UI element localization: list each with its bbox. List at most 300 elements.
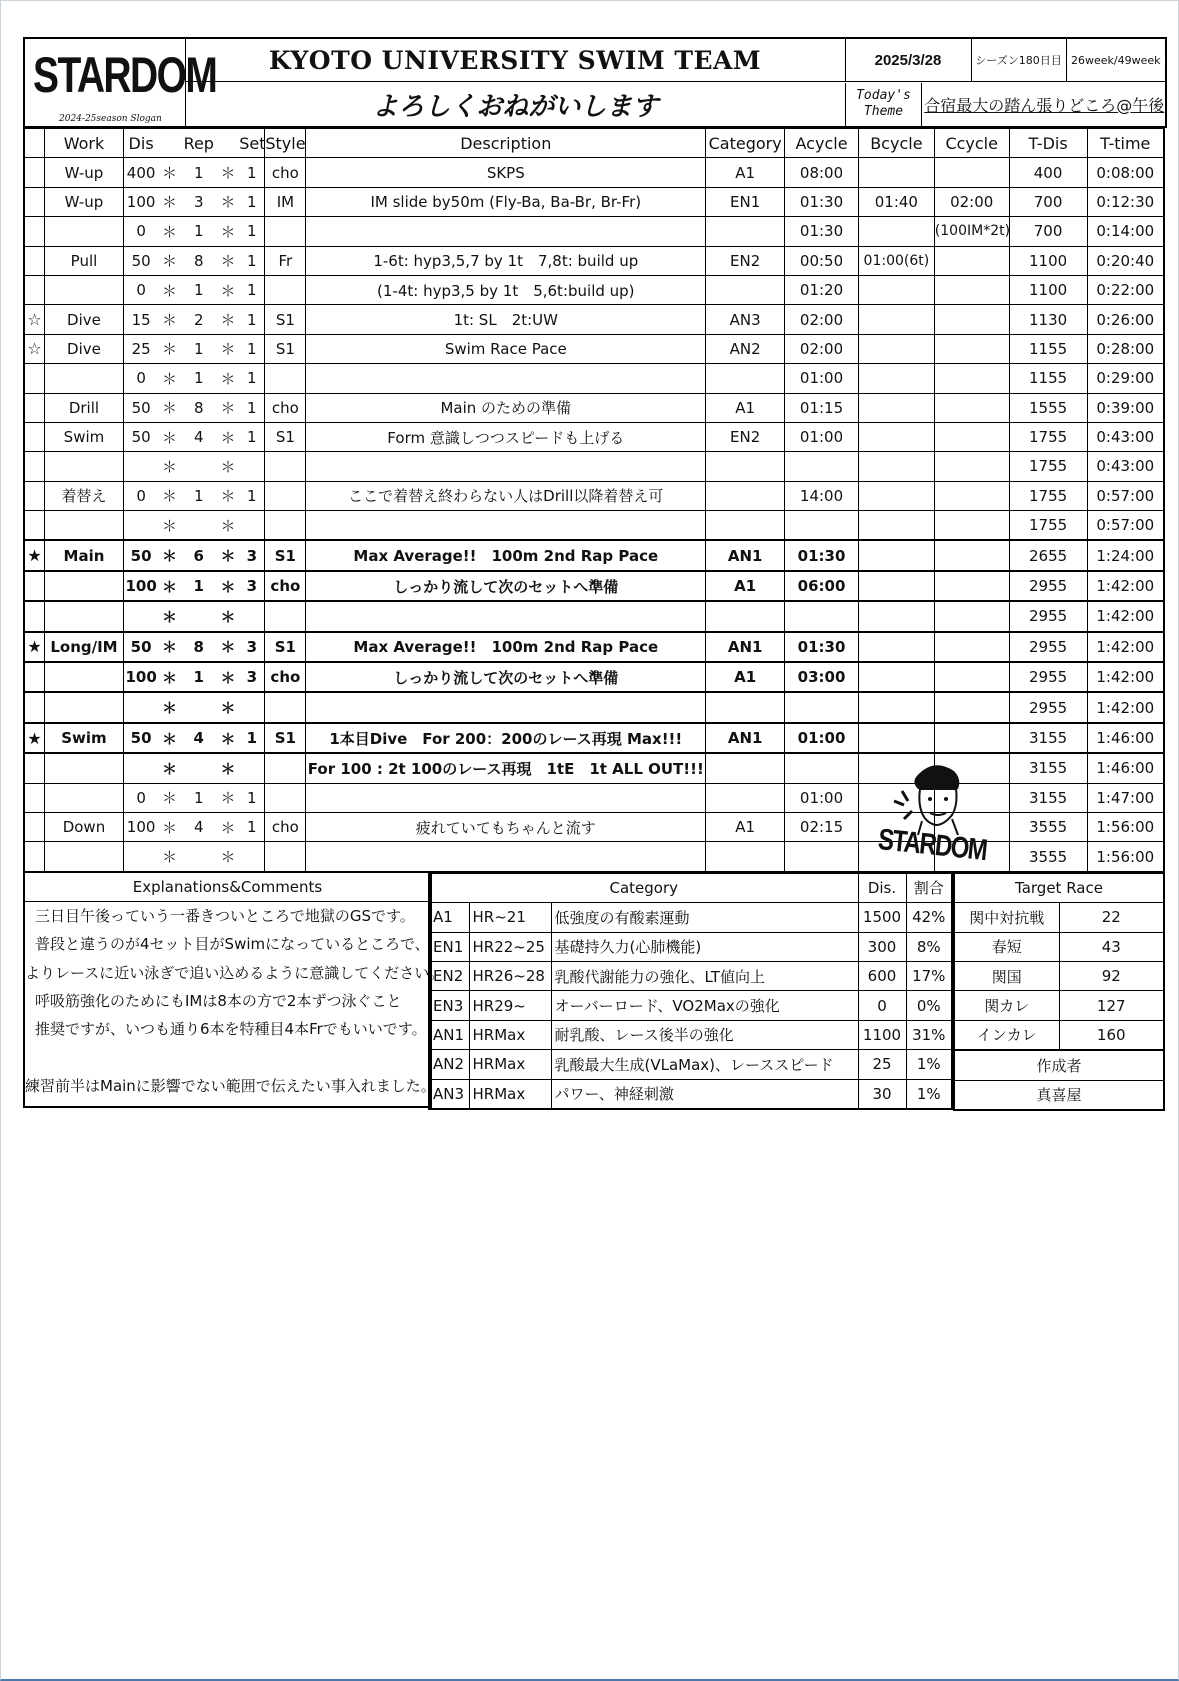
ttime-cell: 0:12:30 [1087, 187, 1164, 216]
ccycle-cell [934, 393, 1009, 422]
dis-cell: 0 [123, 364, 158, 393]
mark-cell [24, 783, 45, 812]
tdis-cell: 1155 [1009, 364, 1087, 393]
days-until-race: 43 [1059, 932, 1164, 961]
ccycle-cell [934, 422, 1009, 451]
menu-row [24, 275, 1164, 304]
ttime-cell: 0:43:00 [1087, 422, 1164, 451]
description-cell: (1-4t: hyp3,5 by 1t 5,6t:build up) [306, 275, 706, 304]
dis-cell [123, 511, 158, 541]
week-counter: 26week/49week [1066, 38, 1166, 82]
work-cell: Long/IM [45, 632, 124, 662]
style-cell [265, 217, 306, 246]
set-cell [239, 842, 265, 872]
ttime-cell: 1:42:00 [1087, 692, 1164, 722]
work-cell: Swim [45, 422, 124, 451]
mark-cell: ★ [24, 540, 45, 570]
rep-cell [181, 753, 217, 783]
ttime-cell: 0:57:00 [1087, 481, 1164, 510]
tdis-cell: 2955 [1009, 632, 1087, 662]
dis-cell: 50 [123, 246, 158, 275]
category-cell [706, 217, 785, 246]
description-header: Description [306, 129, 706, 158]
tdis-cell: 1155 [1009, 334, 1087, 363]
ccycle-cell [934, 305, 1009, 334]
category-cell [706, 753, 785, 783]
acycle-cell: 01:00 [785, 783, 859, 812]
target-race-row [954, 991, 1164, 1020]
mark-cell [24, 393, 45, 422]
category-code: EN3 [429, 991, 469, 1020]
work-cell: Dive [45, 334, 124, 363]
rep-cell: 8 [181, 393, 217, 422]
set-cell: 1 [239, 422, 265, 451]
work-cell: Pull [45, 246, 124, 275]
ttime-cell: 0:28:00 [1087, 334, 1164, 363]
style-cell: cho [265, 571, 306, 601]
dis-cell [123, 601, 158, 631]
style-cell: S1 [265, 422, 306, 451]
tdis-cell: 1555 [1009, 393, 1087, 422]
ccycle-cell [934, 692, 1009, 722]
set-cell: 1 [239, 393, 265, 422]
star1-cell: ＊ [158, 246, 181, 275]
ttime-cell: 0:08:00 [1087, 158, 1164, 187]
ttime-cell: 0:43:00 [1087, 452, 1164, 481]
ccycle-cell [934, 511, 1009, 541]
tdis-cell: 3155 [1009, 753, 1087, 783]
explanations-title: Explanations&Comments [25, 873, 430, 902]
category-distance: 0 [858, 991, 906, 1020]
bcycle-cell [858, 662, 934, 692]
rep-cell [181, 452, 217, 481]
target-race-row [954, 961, 1164, 990]
mark-cell [24, 601, 45, 631]
acycle-cell: 02:15 [785, 812, 859, 841]
dis-cell: 50 [123, 632, 158, 662]
description-cell [306, 601, 706, 631]
category-cell: EN2 [706, 422, 785, 451]
category-cell [706, 511, 785, 541]
star2-cell: ＊ [217, 452, 240, 481]
work-cell: W-up [45, 187, 124, 216]
set-cell: 1 [239, 364, 265, 393]
work-cell [45, 753, 124, 783]
menu-row [24, 571, 1164, 601]
dis-cell: 100 [123, 662, 158, 692]
work-cell [45, 601, 124, 631]
star2-cell: ＊ [217, 364, 240, 393]
star2-cell: ＊ [217, 812, 240, 841]
mark-cell [24, 481, 45, 510]
mark-cell [24, 753, 45, 783]
acycle-cell: 08:00 [785, 158, 859, 187]
ccycle-cell [934, 632, 1009, 662]
greeting-row [185, 82, 1166, 128]
dis-cell: 25 [123, 334, 158, 363]
ttime-cell: 0:14:00 [1087, 217, 1164, 246]
dis-cell: 50 [123, 393, 158, 422]
acycle-cell: 01:30 [785, 217, 859, 246]
bcycle-cell [858, 692, 934, 722]
mark-cell: ★ [24, 632, 45, 662]
star2-cell: ＊ [217, 275, 240, 304]
menu-row [24, 422, 1164, 451]
style-cell [265, 692, 306, 722]
category-cell [706, 842, 785, 872]
acycle-cell: 02:00 [785, 334, 859, 363]
set-cell: 1 [239, 812, 265, 841]
category-distance: 600 [858, 961, 906, 990]
bcycle-cell [858, 422, 934, 451]
rep-cell: 1 [181, 481, 217, 510]
style-cell [265, 511, 306, 541]
work-header: Work [45, 129, 124, 158]
tdis-cell: 3555 [1009, 842, 1087, 872]
category-row [429, 991, 952, 1020]
rep-cell: 6 [181, 540, 217, 570]
bcycle-cell [858, 723, 934, 753]
bcycle-cell [858, 275, 934, 304]
star1-cell: ＊ [158, 692, 181, 722]
target-race-row [954, 1020, 1164, 1050]
acycle-cell [785, 842, 859, 872]
category-cell: A1 [706, 158, 785, 187]
column-header-row [24, 129, 1164, 158]
tdis-cell: 1100 [1009, 275, 1087, 304]
ttime-cell: 1:46:00 [1087, 753, 1164, 783]
ccycle-cell [934, 723, 1009, 753]
star2-cell: ＊ [217, 158, 240, 187]
menu-row [24, 662, 1164, 692]
set-header: Set [239, 129, 265, 158]
category-distance: 1100 [858, 1020, 906, 1049]
mark-cell: ☆ [24, 305, 45, 334]
menu-row [24, 452, 1164, 481]
acycle-cell: 03:00 [785, 662, 859, 692]
star2-cell: ＊ [217, 601, 240, 631]
star2-cell: ＊ [217, 540, 240, 570]
work-cell: Main [45, 540, 124, 570]
tdis-cell: 2655 [1009, 540, 1087, 570]
bcycle-cell [858, 571, 934, 601]
star1-cell: ＊ [158, 540, 181, 570]
tdis-cell: 1755 [1009, 422, 1087, 451]
tdis-cell: 3555 [1009, 812, 1087, 841]
ttime-cell: 1:56:00 [1087, 812, 1164, 841]
category-description: 耐乳酸、レース後半の強化 [551, 1020, 858, 1049]
set-cell: 1 [239, 217, 265, 246]
style-cell: Fr [265, 246, 306, 275]
rep-cell: 1 [181, 783, 217, 812]
mark-header [24, 129, 45, 158]
category-ratio: 1% [906, 1079, 952, 1109]
style-cell [265, 842, 306, 872]
rep-cell [181, 842, 217, 872]
rep-cell: 1 [181, 158, 217, 187]
explanation-line: よりレースに近い泳ぎで追い込めるように意識してください。 [25, 963, 445, 982]
style-header: Style [265, 129, 306, 158]
style-cell: S1 [265, 305, 306, 334]
star2-cell: ＊ [217, 393, 240, 422]
dis-label: Dis. [858, 873, 906, 902]
mark-cell [24, 187, 45, 216]
heart-rate: HRMax [469, 1050, 551, 1079]
ttime-cell: 0:29:00 [1087, 364, 1164, 393]
star1-cell: ＊ [158, 158, 181, 187]
description-cell: ここで着替え終わらない人はDrill以降着替え可 [306, 481, 706, 510]
work-cell [45, 275, 124, 304]
star1-cell: ＊ [158, 364, 181, 393]
dis-cell: 15 [123, 305, 158, 334]
author-label: 作成者 [954, 1050, 1164, 1080]
work-cell: Dive [45, 305, 124, 334]
category-cell [706, 452, 785, 481]
logo: STARDOM [33, 47, 217, 103]
style-cell: IM [265, 187, 306, 216]
set-cell [239, 511, 265, 541]
star2-cell: ＊ [217, 632, 240, 662]
dis-cell: 0 [123, 783, 158, 812]
heart-rate: HRMax [469, 1020, 551, 1049]
days-until-race: 92 [1059, 961, 1164, 990]
ttime-cell: 1:24:00 [1087, 540, 1164, 570]
category-row [429, 932, 952, 961]
bcycle-header: Bcycle [858, 129, 934, 158]
menu-row [24, 540, 1164, 570]
category-row [429, 1050, 952, 1079]
category-cell: EN1 [706, 187, 785, 216]
days-until-race: 160 [1059, 1020, 1164, 1050]
todays-label-line1: Today's [856, 88, 911, 103]
ccycle-cell [934, 334, 1009, 363]
work-cell [45, 783, 124, 812]
star2-cell: ＊ [217, 511, 240, 541]
dis-cell [123, 452, 158, 481]
menu-row [24, 753, 1164, 783]
style-cell: cho [265, 812, 306, 841]
dis-cell: 0 [123, 275, 158, 304]
todays-theme: 合宿最大の踏ん張りどころ@午後 [924, 95, 1165, 115]
mark-cell [24, 571, 45, 601]
acycle-cell: 01:30 [785, 187, 859, 216]
target-race-row [954, 932, 1164, 961]
work-cell [45, 842, 124, 872]
category-code: EN2 [429, 961, 469, 990]
bcycle-cell: 01:40 [858, 187, 934, 216]
explanation-line: 練習前半はMainに影響でない範囲で伝えたい事入れました。 [25, 1077, 436, 1096]
ttime-cell: 1:56:00 [1087, 842, 1164, 872]
category-description: 乳酸最大生成(VLaMax)、レーススピード [551, 1050, 858, 1079]
acycle-cell: 01:15 [785, 393, 859, 422]
race-name: 関国 [954, 961, 1059, 990]
race-name: インカレ [954, 1020, 1059, 1050]
star1-cell: ＊ [158, 305, 181, 334]
menu-row [24, 158, 1164, 187]
category-description: 低強度の有酸素運動 [551, 903, 858, 932]
set-cell: 3 [239, 632, 265, 662]
set-cell: 1 [239, 481, 265, 510]
description-cell [306, 364, 706, 393]
style-cell [265, 452, 306, 481]
work-cell [45, 217, 124, 246]
bcycle-cell [858, 601, 934, 631]
author-name: 真喜屋 [954, 1080, 1164, 1110]
description-cell: Max Average!! 100m 2nd Rap Pace [306, 632, 706, 662]
description-cell: Main のための準備 [306, 393, 706, 422]
category-code: AN2 [429, 1050, 469, 1079]
bcycle-cell [858, 158, 934, 187]
dis-cell: 100 [123, 187, 158, 216]
ccycle-header: Ccycle [934, 129, 1009, 158]
heart-rate: HR29~ [469, 991, 551, 1020]
tdis-cell: 1130 [1009, 305, 1087, 334]
ttime-cell: 1:47:00 [1087, 783, 1164, 812]
heart-rate: HRMax [469, 1079, 551, 1109]
set-cell [239, 452, 265, 481]
bcycle-cell [858, 393, 934, 422]
star1-cell: ＊ [158, 571, 181, 601]
star1-cell: ＊ [158, 422, 181, 451]
set-cell: 1 [239, 158, 265, 187]
category-row [429, 1079, 952, 1109]
mark-cell [24, 364, 45, 393]
category-row [429, 1020, 952, 1049]
star1-cell: ＊ [158, 632, 181, 662]
dis-cell: 50 [123, 422, 158, 451]
mark-cell [24, 217, 45, 246]
description-cell: 1本目Dive For 200：200のレース再現 Max!!! [306, 723, 706, 753]
acycle-cell [785, 511, 859, 541]
summary-section [23, 873, 1165, 1113]
style-cell: S1 [265, 334, 306, 363]
tdis-cell: 1755 [1009, 481, 1087, 510]
dis-cell: 400 [123, 158, 158, 187]
acycle-header: Acycle [785, 129, 859, 158]
race-name: 関中対抗戦 [954, 903, 1059, 932]
heart-rate: HR22~25 [469, 932, 551, 961]
greeting: よろしくおねがいします [186, 83, 846, 126]
work-cell [45, 364, 124, 393]
star2-cell: ＊ [217, 305, 240, 334]
category-table [428, 873, 953, 1110]
category-code: A1 [429, 903, 469, 932]
acycle-cell [785, 452, 859, 481]
category-cell: AN2 [706, 334, 785, 363]
tdis-cell: 1100 [1009, 246, 1087, 275]
mark-cell [24, 422, 45, 451]
style-cell [265, 601, 306, 631]
bcycle-cell: 01:00(6t) [858, 246, 934, 275]
acycle-cell: 02:00 [785, 305, 859, 334]
tdis-cell: 2955 [1009, 601, 1087, 631]
race-name: 関カレ [954, 991, 1059, 1020]
rep-cell: 1 [181, 217, 217, 246]
category-cell: AN3 [706, 305, 785, 334]
menu-row [24, 632, 1164, 662]
star1-cell: ＊ [158, 723, 181, 753]
star1-cell: ＊ [158, 812, 181, 841]
set-cell [239, 692, 265, 722]
mark-cell [24, 692, 45, 722]
rep-cell: 1 [181, 275, 217, 304]
category-description: パワー、神経刺激 [551, 1079, 858, 1109]
category-ratio: 42% [906, 903, 952, 932]
style-cell: cho [265, 158, 306, 187]
dis-cell [123, 842, 158, 872]
category-row [429, 961, 952, 990]
heart-rate: HR~21 [469, 903, 551, 932]
explanation-line: 呼吸筋強化のためにもIMは8本の方で2本ずつ泳ぐこと [35, 991, 402, 1010]
work-cell: Down [45, 812, 124, 841]
category-description: 乳酸代謝能力の強化、LT値向上 [551, 961, 858, 990]
work-cell: 着替え [45, 481, 124, 510]
ccycle-cell [934, 452, 1009, 481]
star1-cell: ＊ [158, 783, 181, 812]
bcycle-cell [858, 632, 934, 662]
explanation-line: 三日目午後っていう一番きついところで地獄のGSです。 [35, 906, 415, 925]
ttime-cell: 0:20:40 [1087, 246, 1164, 275]
header-table [23, 37, 1167, 128]
menu-row [24, 334, 1164, 363]
rep-cell: 3 [181, 187, 217, 216]
ttime-cell: 0:22:00 [1087, 275, 1164, 304]
description-cell [306, 511, 706, 541]
heart-rate: HR26~28 [469, 961, 551, 990]
style-cell: S1 [265, 540, 306, 570]
description-cell: For 100 : 2t 100のレース再現 1tE 1t ALL OUT!!! [306, 753, 706, 783]
menu-row [24, 723, 1164, 753]
acycle-cell: 06:00 [785, 571, 859, 601]
category-cell [706, 364, 785, 393]
ccycle-cell [934, 246, 1009, 275]
tdis-cell: 2955 [1009, 692, 1087, 722]
star2-cell: ＊ [217, 662, 240, 692]
category-ratio: 0% [906, 991, 952, 1020]
ccycle-cell [934, 601, 1009, 631]
menu-row [24, 364, 1164, 393]
set-cell: 1 [239, 305, 265, 334]
category-cell: AN1 [706, 632, 785, 662]
star2-cell: ＊ [217, 187, 240, 216]
star1-cell: ＊ [158, 187, 181, 216]
category-ratio: 1% [906, 1050, 952, 1079]
set-cell: 1 [239, 187, 265, 216]
dis-cell: 50 [123, 723, 158, 753]
style-cell [265, 275, 306, 304]
work-cell: Drill [45, 393, 124, 422]
stardom-stamp [876, 755, 988, 868]
star2-cell: ＊ [217, 571, 240, 601]
bcycle-cell [858, 452, 934, 481]
category-cell [706, 601, 785, 631]
header-spacer [217, 129, 240, 158]
ttime-cell: 0:57:00 [1087, 511, 1164, 541]
rep-cell: 2 [181, 305, 217, 334]
style-cell [265, 364, 306, 393]
bcycle-cell [858, 540, 934, 570]
star1-cell: ＊ [158, 393, 181, 422]
mark-cell [24, 842, 45, 872]
menu-row [24, 783, 1164, 812]
days-until-race: 22 [1059, 903, 1164, 932]
dis-cell [123, 753, 158, 783]
work-cell [45, 571, 124, 601]
star1-cell: ＊ [158, 275, 181, 304]
description-cell: しっかり流して次のセットへ準備 [306, 571, 706, 601]
team-title: KYOTO UNIVERSITY SWIM TEAM [185, 38, 845, 82]
ttime-header: T-time [1087, 129, 1164, 158]
